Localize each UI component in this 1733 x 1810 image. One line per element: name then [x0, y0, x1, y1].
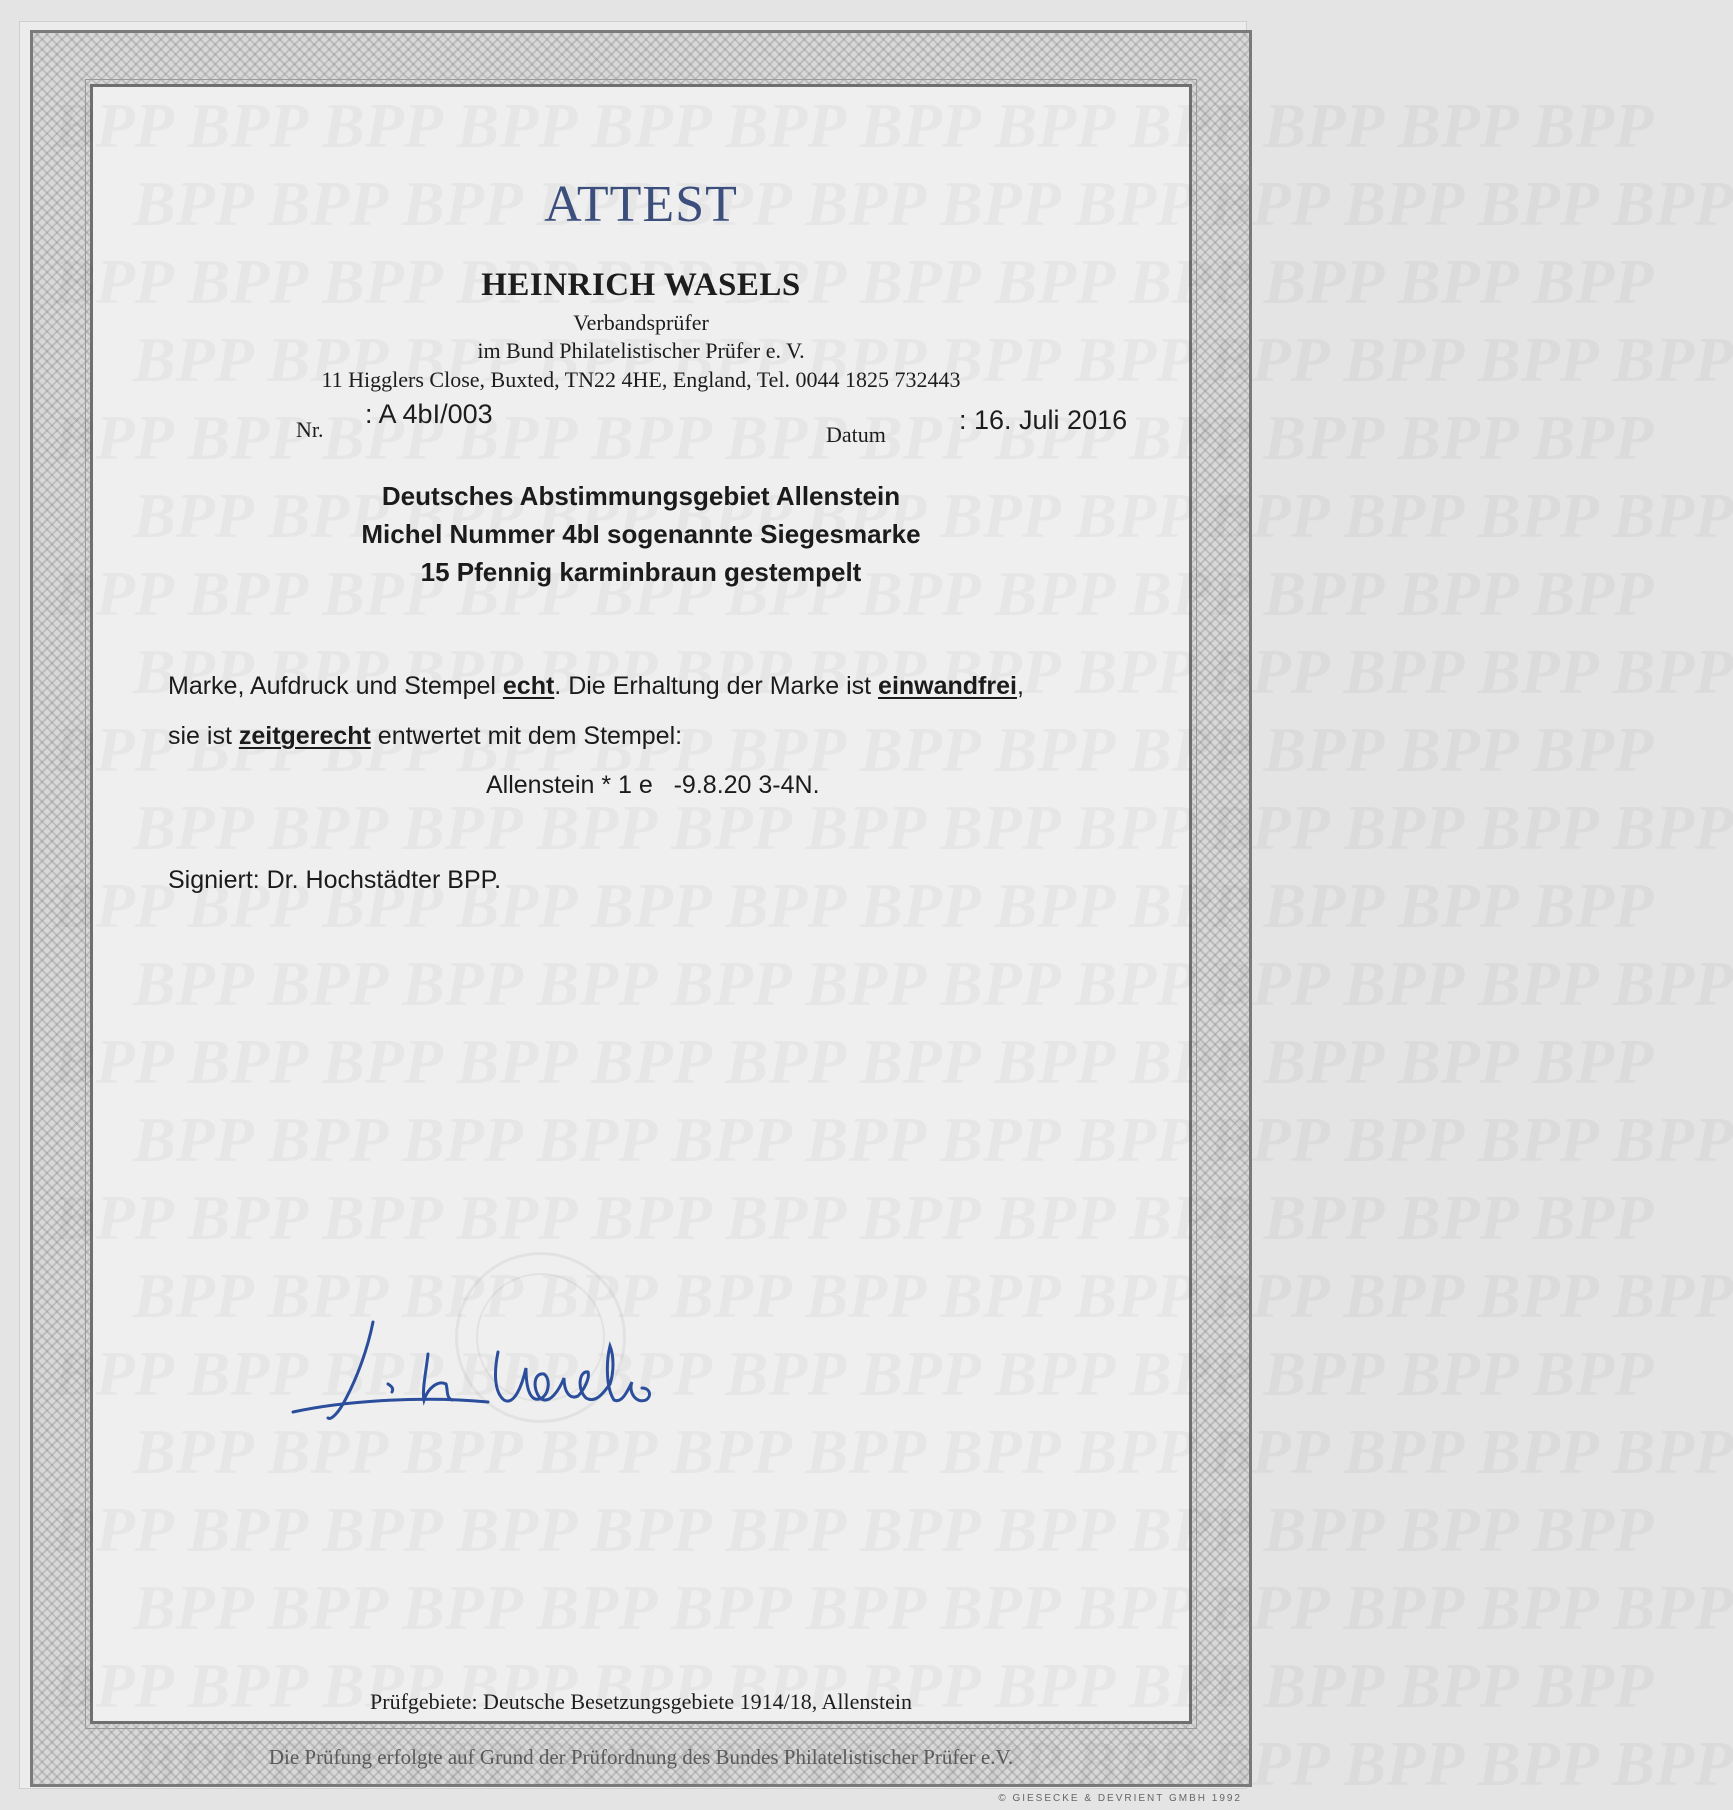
certificate-title: ATTEST — [544, 176, 738, 233]
watermark-row — [133, 1569, 1189, 1647]
signed-by-text: Signiert: Dr. Hochstädter BPP. — [168, 866, 502, 894]
printer-imprint: © GIESECKE & DEVRIENT GMBH 1992 — [998, 1793, 1242, 1804]
assessment-text: entwertet mit dem Stempel: — [370, 722, 683, 750]
verdict-timely: zeitgerecht — [238, 722, 371, 750]
assessment-text: Marke, Aufdruck und Stempel — [168, 672, 503, 700]
watermark-row — [53, 1491, 1189, 1569]
date-label: Datum — [826, 422, 886, 447]
examiner-signature — [288, 1292, 658, 1432]
certificate-number: : A 4bI/003 — [365, 399, 493, 429]
assessment-text: sie ist — [168, 722, 239, 750]
certificate-date: : 16. Juli 2016 — [959, 405, 1128, 435]
fields-of-expertise: Prüfgebiete: Deutsche Besetzungsgebiete 1914/18, Allenstein — [370, 1689, 912, 1714]
subject-line-1: Deutsches Abstimmungsgebiet Allenstein — [381, 481, 901, 511]
watermark-row — [133, 945, 1189, 1023]
examination-regulation-note: Die Prüfung erfolgte auf Grund der Prüfordnung des Bundes Philatelistischer Prüfer e.V. — [268, 1745, 1014, 1769]
assessment-text: . Die Erhaltung der Marke ist — [554, 672, 879, 700]
examiner-role: Verbandsprüfer — [573, 310, 709, 335]
examiner-name: HEINRICH WASELS — [481, 267, 801, 303]
subject-line-2: Michel Nummer 4bI sogenannte Siegesmarke — [361, 519, 921, 549]
watermark-row — [133, 1101, 1189, 1179]
watermark-row — [53, 1179, 1189, 1257]
watermark-row — [53, 87, 1189, 165]
number-label: Nr. — [296, 417, 324, 442]
assessment-line-2 — [168, 722, 682, 751]
subject-line-3: 15 Pfennig karminbraun gestempelt — [420, 557, 862, 587]
assessment-text: , — [1016, 672, 1024, 700]
certificate-body — [90, 84, 1192, 1769]
assessment-line-1 — [168, 672, 1024, 701]
watermark-row — [133, 789, 1189, 867]
verdict-condition: einwandfrei — [878, 672, 1017, 700]
postmark-text: Allenstein * 1 e -9.8.20 3-4N. — [486, 771, 820, 799]
verdict-genuine: echt — [502, 672, 555, 700]
examiner-address: 11 Higglers Close, Buxted, TN22 4HE, England, Tel. 0044 1825 732443 — [321, 367, 961, 392]
examiner-association: im Bund Philatelistischer Prüfer e. V. — [477, 338, 805, 363]
watermark-row — [53, 1023, 1189, 1101]
